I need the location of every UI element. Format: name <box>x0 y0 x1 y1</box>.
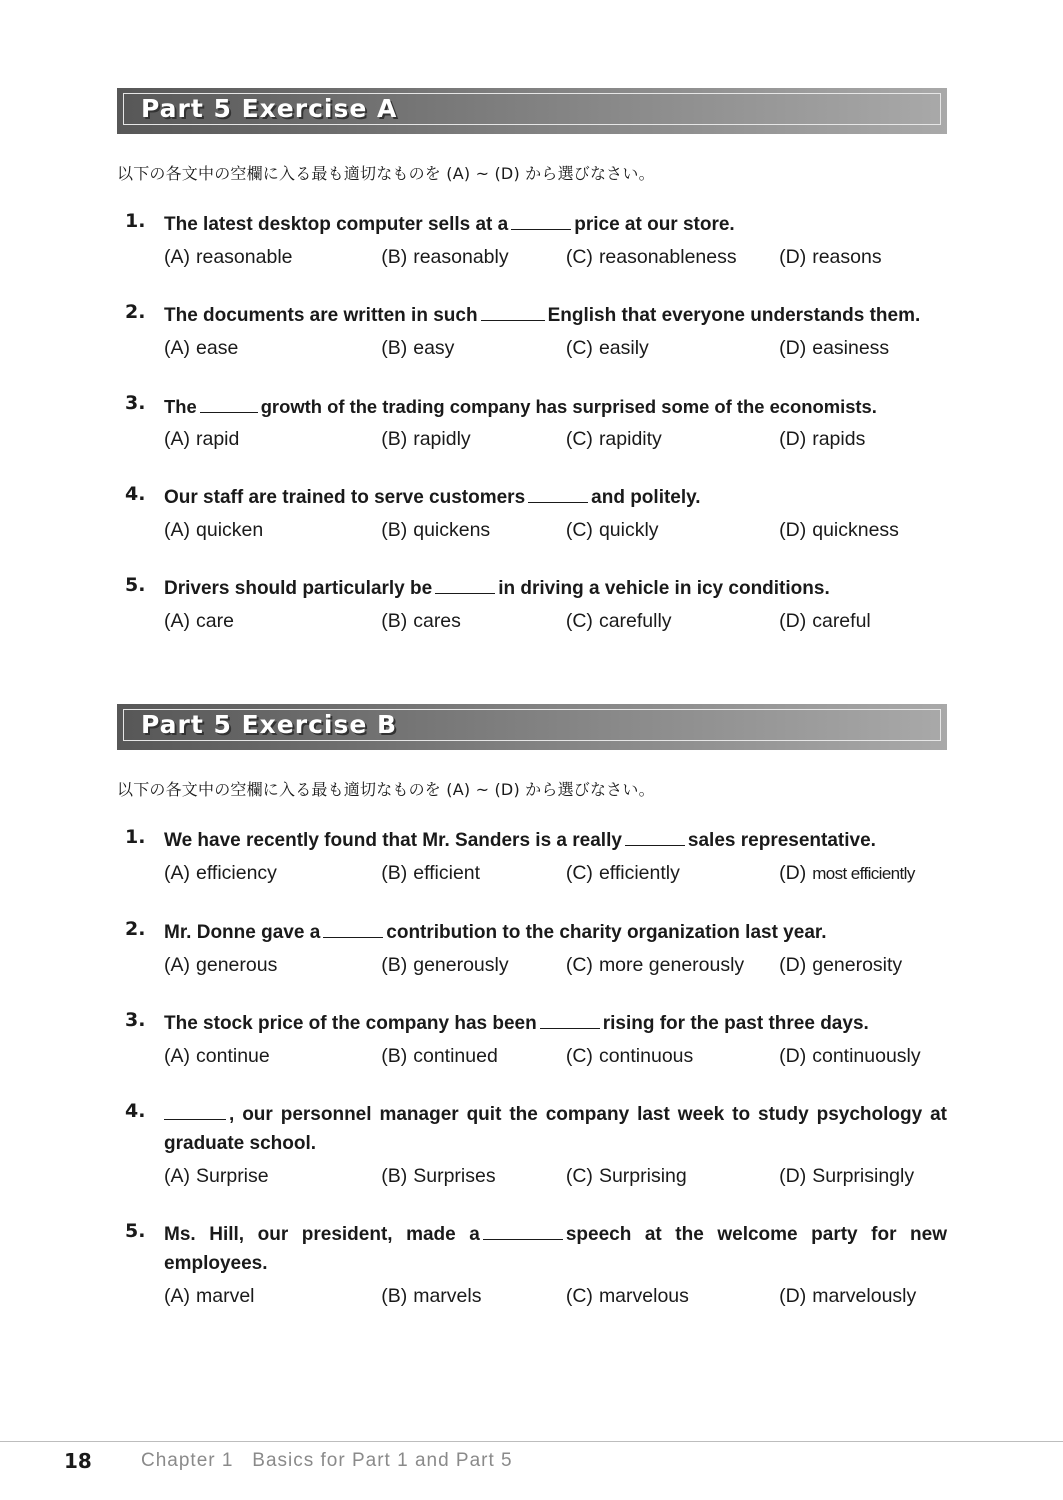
exercise-b-section <box>117 704 947 1310</box>
option-a[interactable]: (A) continue <box>164 1045 270 1067</box>
question-stem: The stock price of the company has been rising for the past three days. <box>164 1013 869 1034</box>
exercise-a-questions <box>117 210 947 635</box>
answer-blank <box>625 828 685 846</box>
question-number: 2. <box>125 301 146 323</box>
option-c[interactable]: (C) carefully <box>565 610 672 632</box>
answer-blank <box>323 920 383 938</box>
answer-blank <box>200 395 258 413</box>
answer-blank <box>511 212 571 230</box>
option-d[interactable]: (D) quickness <box>779 519 899 541</box>
option-a[interactable]: (A) generous <box>164 954 278 976</box>
option-a[interactable]: (A) rapid <box>164 428 240 450</box>
answer-options <box>164 859 947 888</box>
answer-options <box>164 516 947 544</box>
option-b[interactable]: (B) easy <box>381 337 455 359</box>
option-b[interactable]: (B) generously <box>381 954 509 976</box>
option-d[interactable]: (D) easiness <box>779 337 890 359</box>
option-b[interactable]: (B) continued <box>381 1045 498 1067</box>
option-b[interactable]: (B) reasonably <box>381 246 509 268</box>
option-d[interactable]: (D) most efficiently <box>779 862 915 884</box>
option-d[interactable]: (D) continuously <box>779 1045 921 1067</box>
question-number: 4. <box>125 483 146 505</box>
option-d[interactable]: (D) careful <box>779 610 871 632</box>
option-a[interactable]: (A) care <box>164 610 234 632</box>
option-a[interactable]: (A) reasonable <box>164 246 293 268</box>
question-a1 <box>117 210 947 271</box>
question-number: 3. <box>125 392 146 414</box>
answer-options <box>164 1042 947 1070</box>
option-b[interactable]: (B) marvels <box>381 1285 482 1307</box>
question-b2 <box>117 918 947 979</box>
answer-blank <box>164 1102 226 1120</box>
question-stem: , our personnel manager quit the company last week to study psychology at graduate school. <box>164 1104 947 1154</box>
answer-options <box>164 951 947 979</box>
exercise-a-banner <box>117 88 947 134</box>
question-a4 <box>117 483 947 544</box>
question-number: 5. <box>125 574 146 596</box>
exercise-a-instruction: 以下の各文中の空欄に入る最も適切なものを (A) ~ (D) から選びなさい。 <box>117 164 655 183</box>
option-c[interactable]: (C) easily <box>565 337 649 359</box>
option-c[interactable]: (C) marvelous <box>565 1285 689 1307</box>
option-c[interactable]: (C) efficiently <box>565 862 680 884</box>
option-d[interactable]: (D) Surprisingly <box>779 1165 915 1187</box>
answer-blank <box>540 1011 600 1029</box>
question-number: 3. <box>125 1009 146 1031</box>
question-stem: Drivers should particularly be in driving a vehicle in icy conditions. <box>164 578 830 599</box>
answer-blank <box>435 576 495 594</box>
exercise-b-title: Part 5 Exercise B <box>141 710 398 739</box>
question-b3 <box>117 1009 947 1070</box>
question-b1 <box>117 826 947 888</box>
exercise-a-section <box>117 88 947 635</box>
question-number: 5. <box>125 1220 146 1242</box>
answer-blank <box>528 485 588 503</box>
option-c[interactable]: (C) rapidity <box>565 428 662 450</box>
page-number: 18 <box>64 1449 92 1473</box>
option-b[interactable]: (B) cares <box>381 610 461 632</box>
option-c[interactable]: (C) reasonableness <box>565 246 737 268</box>
answer-blank <box>481 303 545 321</box>
exercise-b-banner <box>117 704 947 750</box>
question-stem: Ms. Hill, our president, made a speech at the welcome party for new employees. <box>164 1224 947 1274</box>
chapter-running-footer: Chapter 1 Basics for Part 1 and Part 5 <box>141 1450 513 1471</box>
option-a[interactable]: (A) ease <box>164 337 239 359</box>
option-d[interactable]: (D) rapids <box>779 428 866 450</box>
option-b[interactable]: (B) efficient <box>381 862 481 884</box>
exercise-a-title: Part 5 Exercise A <box>141 94 398 123</box>
option-a[interactable]: (A) efficiency <box>164 862 277 884</box>
answer-options <box>164 243 947 271</box>
answer-blank <box>483 1222 563 1240</box>
option-b[interactable]: (B) rapidly <box>381 428 471 450</box>
exercise-b-questions <box>117 826 947 1310</box>
question-stem: The growth of the trading company has surprised some of the economists. <box>164 396 877 417</box>
question-stem: Mr. Donne gave a contribution to the charity organization last year. <box>164 922 827 943</box>
option-d[interactable]: (D) generosity <box>779 954 903 976</box>
question-number: 1. <box>125 826 146 848</box>
option-a[interactable]: (A) quicken <box>164 519 264 541</box>
option-a[interactable]: (A) Surprise <box>164 1165 269 1187</box>
answer-options <box>164 334 947 362</box>
option-c[interactable]: (C) Surprising <box>565 1165 687 1187</box>
question-b5 <box>117 1220 947 1310</box>
exercise-b-instruction: 以下の各文中の空欄に入る最も適切なものを (A) ~ (D) から選びなさい。 <box>117 780 655 799</box>
question-stem: The documents are written in such English that everyone understands them. <box>164 305 921 326</box>
question-a2 <box>117 301 947 362</box>
option-c[interactable]: (C) more generously <box>565 954 745 976</box>
answer-options <box>164 1282 947 1310</box>
question-a3 <box>117 392 947 453</box>
answer-options <box>164 425 947 453</box>
question-b4 <box>117 1100 947 1190</box>
footer-divider <box>0 1441 1063 1442</box>
question-stem: We have recently found that Mr. Sanders is a really sales representative. <box>164 830 876 851</box>
option-c[interactable]: (C) quickly <box>565 519 659 541</box>
question-number: 2. <box>125 918 146 940</box>
question-number: 1. <box>125 210 146 232</box>
option-b[interactable]: (B) Surprises <box>381 1165 496 1187</box>
question-a5 <box>117 574 947 635</box>
question-stem: The latest desktop computer sells at a price at our store. <box>164 214 735 235</box>
option-d[interactable]: (D) reasons <box>779 246 882 268</box>
option-b[interactable]: (B) quickens <box>381 519 491 541</box>
question-stem: Our staff are trained to serve customers and politely. <box>164 487 701 508</box>
option-d[interactable]: (D) marvelously <box>779 1285 917 1307</box>
answer-options <box>164 1162 947 1190</box>
question-number: 4. <box>125 1100 146 1122</box>
option-a[interactable]: (A) marvel <box>164 1285 255 1307</box>
answer-options <box>164 607 947 635</box>
option-c[interactable]: (C) continuous <box>565 1045 694 1067</box>
